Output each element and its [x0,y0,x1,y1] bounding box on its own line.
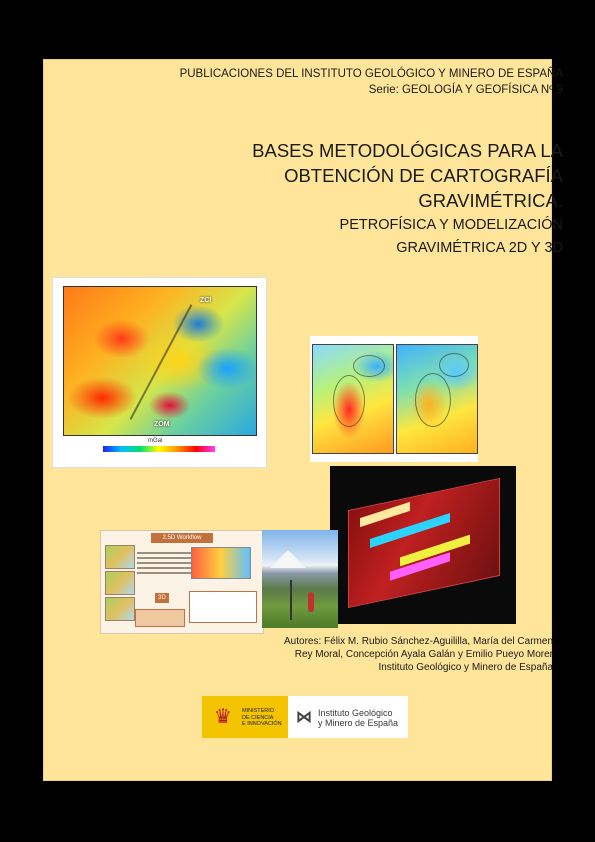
title-line-3: GRAVIMÉTRICA. [418,190,563,211]
mountain-peak [270,550,306,568]
title-line-2: OBTENCIÓN DE CARTOGRAFÍA [284,165,563,186]
authors-line-1: Autores: Félix M. Rubio Sánchez-Aguililla, María del Carmen [284,636,553,647]
workflow-title: 2.5D Workflow [151,533,213,543]
field-operator [308,592,314,612]
title-line-1: BASES METODOLÓGICAS PARA LA [252,140,563,161]
subtitle-line-2: GRAVIMÉTRICA 2D Y 3D [396,240,563,256]
ministry-logo [202,696,288,738]
map-label-zom: ZOM [154,421,170,428]
publisher-line: PUBLICACIONES DEL INSTITUTO GEOLÓGICO Y MINERO DE ESPAÑA [179,68,563,80]
workflow-thumbnail [105,545,135,569]
field-photo [262,530,338,628]
coat-of-arms-icon: ♛ [214,706,232,728]
workflow-diagram [100,530,264,634]
subtitle-line-1: PETROFÍSICA Y MODELIZACIÓN [339,217,563,233]
publication-header [180,66,563,98]
workflow-thumbnail [105,597,135,621]
fault-line [130,304,193,420]
map-raster [63,286,257,436]
map-scale-unit: mGal [148,438,163,444]
workflow-3d-box: 3D [155,593,169,603]
igme-mark-icon: ⋈ [296,709,312,726]
comparison-map-left [312,344,394,454]
igme-name: Instituto Geológico y Minero de España [318,708,399,728]
comparison-map-right [396,344,478,454]
gravity-anomaly-map [52,277,267,468]
institution-line: Instituto Geológico y Minero de España [378,662,553,673]
workflow-thumbnail [105,571,135,595]
map-label-zci: ZCI [200,297,212,304]
igme-logo [288,696,408,738]
workflow-plot [191,547,251,579]
authors-block [233,635,553,674]
ministry-name: MINISTERIO DE CIENCIA E INNOVACIÓN [242,708,282,727]
authors-line-2: Rey Moral, Concepción Ayala Galán y Emilio Pueyo Morer [294,649,553,660]
workflow-step-box [189,591,257,623]
series-line: Serie: GEOLOGÍA Y GEOFÍSICA Nº 9 [368,84,563,96]
map-color-scale [103,446,215,452]
book-title [252,138,563,259]
workflow-step-box [135,609,185,627]
gravimeter-tripod [290,580,292,620]
comparison-maps [310,336,478,462]
workflow-notes [137,549,197,577]
logos-bar [202,696,408,738]
3d-gravity-model [330,466,516,624]
